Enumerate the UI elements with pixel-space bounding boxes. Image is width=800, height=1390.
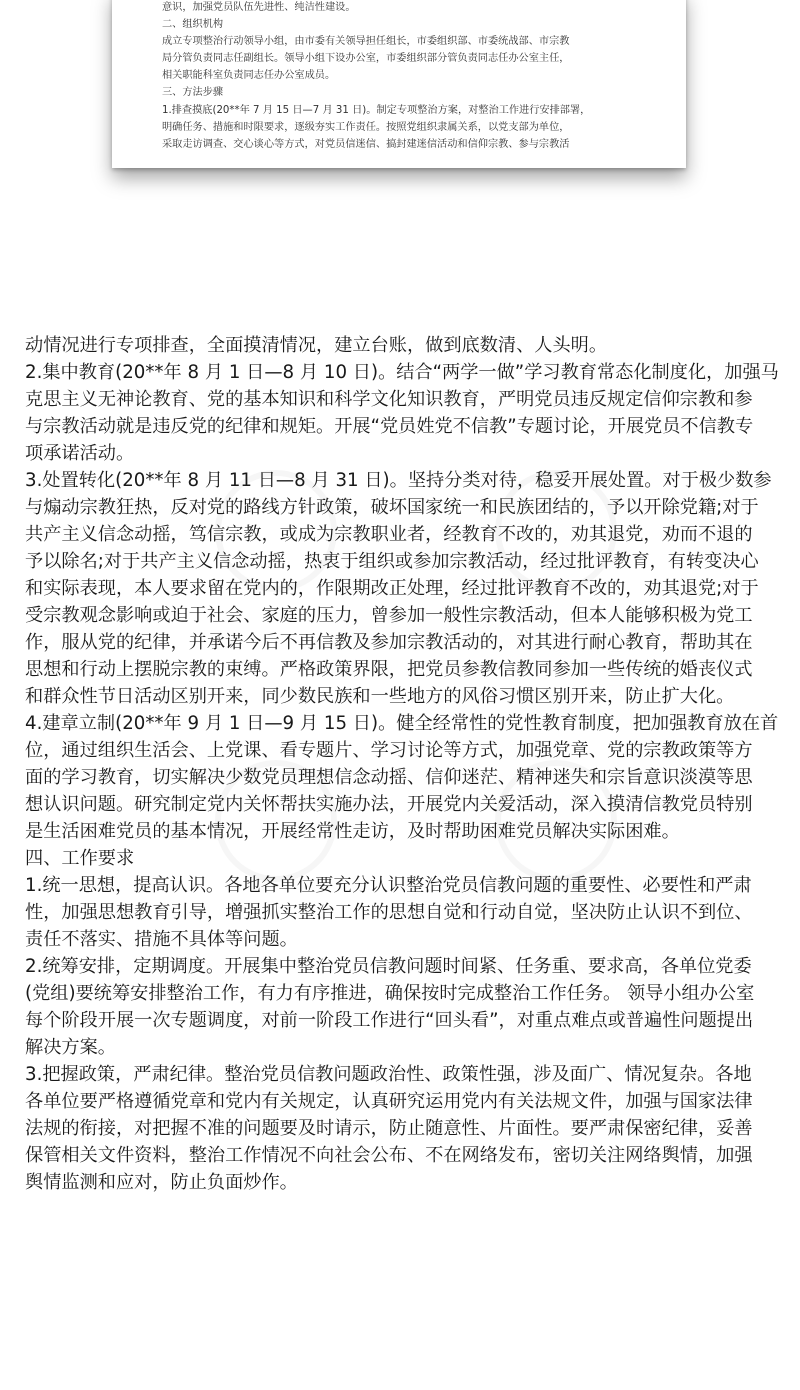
body-line: 3.把握政策，严肃纪律。整治党员信教问题政治性、政策性强，涉及面广、情况复杂。各地 — [25, 1064, 752, 1085]
body-line: 每个阶段开展一次专题调度，对前一阶段工作进行“回头看”，对重点难点或普遍性问题提出 — [25, 1010, 754, 1031]
body-line: 舆情监测和应对，防止负面炒作。 — [25, 1172, 298, 1193]
body-line: 2.统筹安排，定期调度。开展集中整治党员信教问题时间紧、任务重、要求高，各单位党委 — [25, 956, 752, 977]
document-preview-card — [112, 0, 686, 168]
body-line: 位，通过组织生活会、上党课、看专题片、学习讨论等方式，加强党章、党的宗教政策等方 — [25, 740, 753, 761]
body-line: 思想和行动上摆脱宗教的束缚。严格政策界限，把党员参教信教同参加一些传统的婚丧仪式 — [25, 659, 753, 680]
body-line: 是生活困难党员的基本情况，开展经常性走访，及时帮助困难党员解决实际困难。 — [25, 821, 680, 842]
body-line: 各单位要严格遵循党章和党内有关规定，认真研究运用党内有关法规文件，加强与国家法律 — [25, 1091, 753, 1112]
body-line: 1.统一思想，提高认识。各地各单位要充分认识整治党员信教问题的重要性、必要性和严肃 — [25, 875, 752, 896]
preview-line: 相关职能科室负责同志任办公室成员。 — [162, 70, 336, 81]
body-line: 想认识问题。研究制定党内关怀帮扶实施办法，开展党内关爱活动，深入摸清信教党员特别 — [25, 794, 753, 815]
body-line: 保管相关文件资料，整治工作情况不向社会公布、不在网络发布，密切关注网络舆情，加强 — [25, 1145, 753, 1166]
body-line: (党组)要统筹安排整治工作，有力有序推进，确保按时完成整治工作任务。 领导小组办公室 — [25, 983, 755, 1004]
body-line: 共产主义信念动摇，笃信宗教，或成为宗教职业者，经教育不改的，劝其退党，劝而不退的 — [25, 524, 753, 545]
body-line: 面的学习教育，切实解决少数党员理想信念动摇、信仰迷茫、精神迷失和宗旨意识淡漠等思 — [25, 767, 753, 788]
preview-line: 明确任务、措施和时限要求，逐级夯实工作责任。按照党组织隶属关系，以党支部为单位， — [162, 122, 570, 133]
body-line: 解决方案。 — [25, 1037, 116, 1058]
section-heading: 四、工作要求 — [25, 848, 135, 869]
body-line: 性，加强思想教育引导，增强抓实整治工作的思想自觉和行动自觉，坚决防止认识不到位、 — [25, 902, 753, 923]
body-line: 3.处置转化(20**年 8 月 11 日—8 月 31 日)。坚持分类对待，稳妥开展处置。对于极少数参 — [25, 470, 772, 491]
body-line: 作，服从党的纪律，并承诺今后不再信教及参加宗教活动的，对其进行耐心教育，帮助其在 — [25, 632, 753, 653]
body-line: 受宗教观念影响或迫于社会、家庭的压力，曾参加一般性宗教活动，但本人能够积极为党工 — [25, 605, 753, 626]
body-line: 项承诺活动。 — [25, 443, 135, 464]
preview-heading: 三、方法步骤 — [162, 87, 224, 98]
preview-heading: 二、组织机构 — [162, 19, 224, 30]
preview-line: 采取走访调查、交心谈心等方式，对党员信迷信、搞封建迷信活动和信仰宗教、参与宗教活 — [162, 139, 570, 150]
body-line: 责任不落实、措施不具体等问题。 — [25, 929, 298, 950]
body-line: 和实际表现，本人要求留在党内的，作限期改正处理，经过批评教育不改的，劝其退党;对于 — [25, 578, 759, 599]
preview-line: 1.排查摸底(20**年 7 月 15 日—7 月 31 日)。制定专项整治方案，对整治工作进行安排部署， — [162, 105, 591, 116]
body-line: 4.建章立制(20**年 9 月 1 日—9 月 15 日)。健全经常性的党性教育制度，把加强教育放在首 — [25, 713, 779, 734]
body-line: 法规的衔接，对把握不准的问题要及时请示，防止随意性、片面性。要严肃保密纪律，妥善 — [25, 1118, 753, 1139]
body-line: 予以除名;对于共产主义信念动摇，热衷于组织或参加宗教活动，经过批评教育，有转变决心 — [25, 551, 759, 572]
preview-line: 意识，加强党员队伍先进性、纯洁性建设。 — [162, 2, 356, 13]
body-line: 与宗教活动就是违反党的纪律和规矩。开展“党员姓党不信教”专题讨论，开展党员不信教专 — [25, 416, 754, 437]
body-line: 克思主义无神论教育、党的基本知识和科学文化知识教育，严明党员违反规定信仰宗教和参 — [25, 389, 753, 410]
body-line: 动情况进行专项排查，全面摸清情况，建立台账，做到底数清、人头明。 — [25, 335, 608, 356]
preview-line: 成立专项整治行动领导小组，由市委有关领导担任组长，市委组织部、市委统战部、市宗教 — [162, 36, 570, 47]
document-body — [25, 332, 781, 1196]
preview-line: 局分管负责同志任副组长。领导小组下设办公室，市委组织部分管负责同志任办公室主任， — [162, 53, 570, 64]
body-line: 与煽动宗教狂热，反对党的路线方针政策，破坏国家统一和民族团结的，予以开除党籍;对于 — [25, 497, 759, 518]
body-line: 2.集中教育(20**年 8 月 1 日—8 月 10 日)。结合“两学一做”学习教育常态化制度化，加强马 — [25, 362, 779, 383]
body-line: 和群众性节日活动区别开来，同少数民族和一些地方的风俗习惯区别开来，防止扩大化。 — [25, 686, 735, 707]
